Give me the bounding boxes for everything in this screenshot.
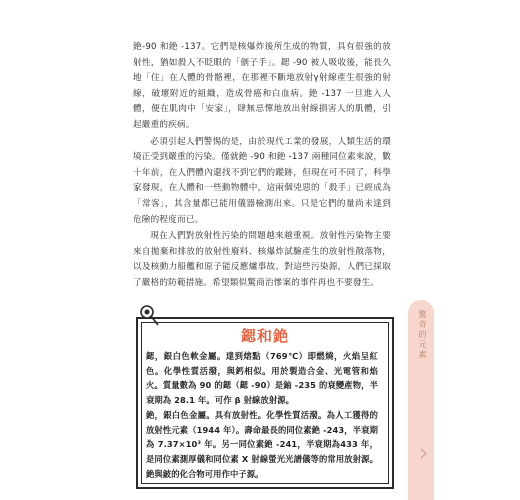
cesium-description: 銫，銀白色金屬。具有放射性。化學性質活潑。為人工獲得的放射性元素（1944 年）。壽命最長的同位素銫 -243，半衰期為 7.37×10³ 年。另一同位素銫 -241，半衰期為433 年，是同位素測厚儀和同位素 X 射線螢光光譜儀等的常用放射源。銫與鈹的化合物可用作中子源。 (146, 409, 378, 479)
paragraph-radiation-killers: 銫-90 和銫 -137。它們是核爆炸後所生成的物質，具有很強的放射性，猶如殺人不眨眼的「劊子手」。鍶 -90 被人吸收後，能長久地「住」在人體的骨骼裡，在那裡不斷地放射γ射線產生很強的射線，破壞附近的組織，造成骨癌和白血病。銫 -137 一旦進入人體，便在肌肉中「安家」，肆無忌憚地放出射線損害人的肌體，引起嚴重的疾病。 (133, 42, 391, 130)
main-text-column (133, 40, 391, 292)
paragraph-pollution-warning: 必須引起人們警惕的是，由於現代工業的發展，人類生活的環境正受到嚴重的污染。僅就銫 -90 和銫 -137 兩種同位素來說，數十年前，在人們體內還找不到它們的蹤跡，但現在可不同了，科學家發現，在人體和一些動物體中，這兩個兇惡的「殺手」已經成為「常客」，其含量都已能用儀器檢測出來。只是它們的量尚未達到危險的程度而已。 (133, 136, 391, 225)
sidebar-box-title: 鍶和銫 (240, 327, 289, 345)
paragraph-prevention: 現在人們對放射性污染的問題越來越重視。放射性污染物主要來自拋棄和排放的放射性廢料、核爆炸試驗產生的放射性散落物，以及核動力船艦和原子能反應爐事故。對這些污染源，人們已採取了嚴格的防範措施。希望類似驚商治慘案的事件再也不要發生。 (133, 231, 391, 288)
sidebar-info-box (136, 317, 394, 489)
strontium-description: 鍶，銀白色軟金屬。達到熔點（769℃）即燃燒，火焰呈紅色。化學性質活潑，與鈣相似。用於製造合金、光電管和焰火。質量數為 90 的鍶（鍶 -90）是鈾 -235 的衰變產物，半衰期為 28.1 年。可作 β 射線放射源。 (146, 351, 378, 406)
chevron-icon (417, 449, 427, 459)
chapter-side-tab-label: 驚奇的元素 (418, 310, 427, 360)
pushpin-icon (138, 303, 162, 327)
chapter-side-tab[interactable] (408, 300, 434, 500)
sidebar-box-body (146, 349, 378, 481)
